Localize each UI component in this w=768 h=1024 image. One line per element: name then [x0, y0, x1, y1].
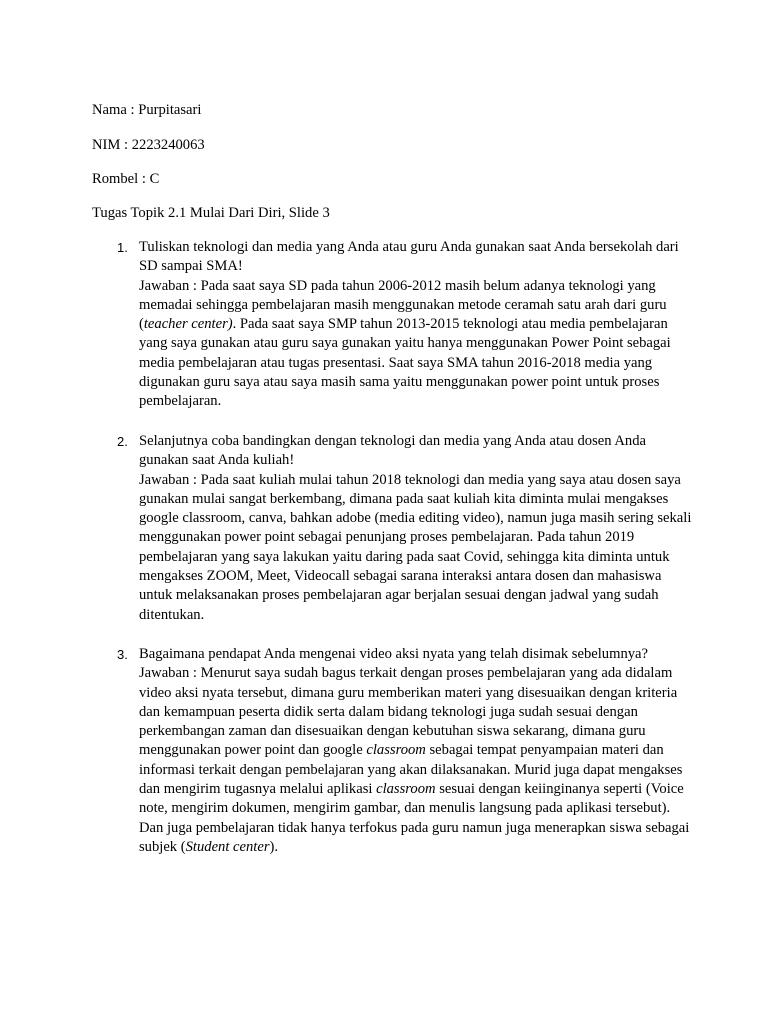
answer-segment: sebagai tempat penyampaian materi dan informasi terkait dengan pembelajaran yang akan dilaksanakan. Murid juga dapat mengakses dan mengirim tugasnya melalui aplikasi [139, 742, 683, 798]
answer-text [139, 664, 692, 857]
question-text: Tuliskan teknologi dan media yang Anda atau guru Anda gunakan saat Anda bersekolah dari SD sampai SMA! [139, 239, 679, 275]
answer-italic-segment: classroom [366, 742, 426, 759]
item-number: 1. [117, 240, 128, 255]
answer-text: Jawaban : Pada saat kuliah mulai tahun 2018 teknologi dan media yang saya atau dosen saya gunakan mulai sangat berkembang, dimana pada saat kuliah kita diminta mulai mengakses google classroom, canva, bahkan adobe (media editing video), namun juga masih sering sekali menggunakan power point sebagai penunjang proses pembelajaran. Pada tahun 2019 pembelajaran yang saya lakukan yaitu daring pada saat Covid, sehingga kita diminta untuk mengakses ZOOM, Meet, Videocall sebagai sarana interaksi antara dosen dan mahasiswa untuk melaksanakan proses pembelajaran agar berjalan sesuai dengan jadwal yang sudah ditentukan. [139, 471, 692, 623]
answer-segment: . Pada saat saya SMP tahun 2013-2015 teknologi atau media pembelajaran yang saya gunakan atau guru saya gunakan yaitu hanya menggunakan Power Point sebagai media pembelajaran atau tugas presentasi. Saat saya SMA tahun 2016-2018 media yang digunakan guru saya atau saya masih sama yaitu menggunakan power point untuk proses pembelajaran. [139, 316, 671, 410]
question-text: Bagaimana pendapat Anda mengenai video aksi nyata yang telah disimak sebelumnya? [139, 646, 648, 662]
list-item [92, 238, 692, 412]
answer-segment: Jawaban : Pada saat saya SD pada tahun 2006-2012 masih belum adanya teknologi yang memadai sehingga pembelajaran masih menggunakan metode ceramah satu arah dari guru ( [139, 277, 667, 333]
student-name: Nama : Purpitasari [92, 102, 202, 118]
item-body [139, 238, 692, 412]
assignment-title: Tugas Topik 2.1 Mulai Dari Diri, Slide 3 [92, 205, 330, 221]
answer-italic-segment: classroom [376, 781, 436, 798]
question-text: Selanjutnya coba bandingkan dengan teknologi dan media yang Anda atau dosen Anda gunakan saat Anda kuliah! [139, 433, 646, 469]
item-body [139, 432, 692, 625]
item-number: 3. [117, 647, 128, 662]
item-body [139, 645, 692, 857]
student-rombel: Rombel : C [92, 171, 160, 187]
list-item [92, 432, 692, 625]
answer-italic-segment: teacher center) [143, 316, 233, 333]
item-number: 2. [117, 434, 128, 449]
answer-text [139, 277, 692, 412]
answer-italic-segment: Student center [185, 838, 270, 855]
student-nim: NIM : 2223240063 [92, 137, 205, 153]
answer-segment: sesuai dengan keiinginanya seperti (Voice note, mengirim dokumen, mengirim gambar, dan menulis langsung pada aplikasi tersebut). Dan juga pembelajaran tidak hanya terfokus pada guru namun juga menerapkan siswa sebagai subjek ( [139, 781, 690, 855]
answer-segment: ). [269, 838, 279, 855]
answer-segment: Jawaban : Menurut saya sudah bagus terkait dengan proses pembelajaran yang ada didalam video aksi nyata tersebut, dimana guru memberikan materi yang disesuaikan dengan kriteria dan kemampuan peserta didik serta dalam bidang teknologi juga sudah sesuai dengan perkembangan zaman dan disesuaikan dengan kebutuhan siswa sekarang, dimana guru menggunakan power point dan google [139, 665, 678, 759]
list-item [92, 645, 692, 857]
